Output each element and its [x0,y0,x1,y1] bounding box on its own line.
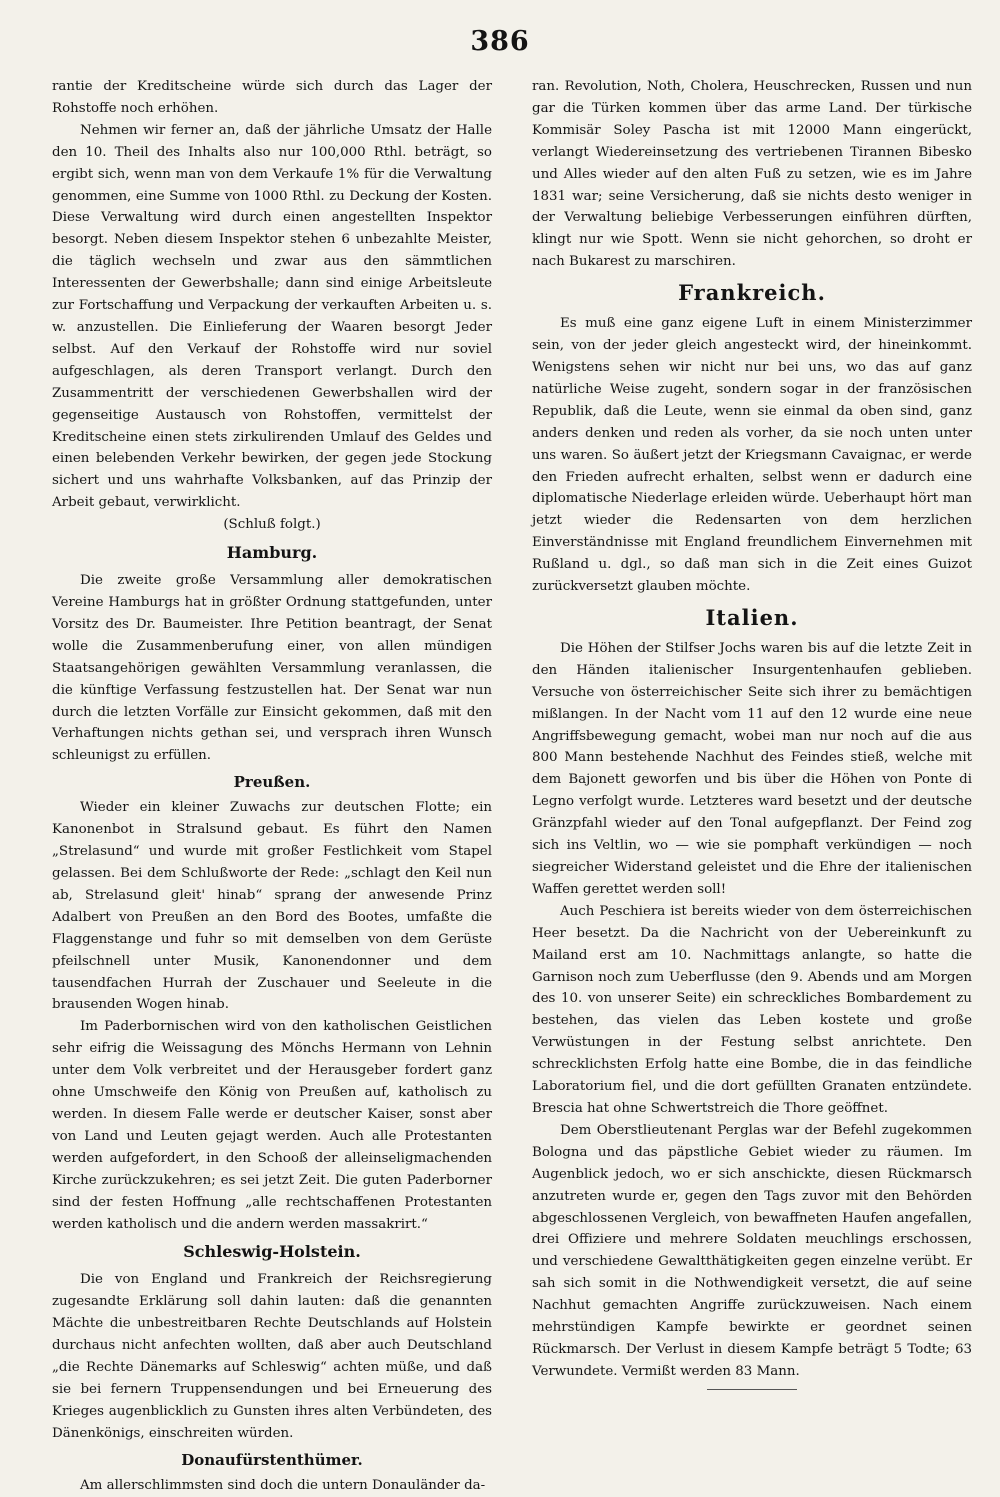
right-column [532,76,972,1497]
paragraph-donaufuerstenthuemer: Am allerschlimmsten sind doch die untern Donauländer da- [80,1477,486,1493]
paragraph-frankreich: Es muß eine ganz eigene Luft in einem Ministerzimmer sein, von der jeder gleich angesteckt wird, der hineinkommt. Wenigstens sehen wir nicht nur bei uns, wo das auf ganz natürliche Weise zugeht, sondern sogar in der französischen Republik, daß die Leute, wenn sie einmal da oben sind, ganz anders denken und reden als vorher, da sie noch unten unter uns waren. So äußert jetzt der Kriegsmann Cavaignac, er werde den Frieden aufrecht erhalten, selbst wenn er dadurch eine diplomatische Niederlage erleiden würde. Ueberhaupt hört man jetzt wieder die Redensarten von dem herzlichen Einverständnisse mit England freundlichem Einvernehmen mit Rußland u. dgl., so daß man sich in die Zeit eines Guizot zurückversetzt glauben möchte. [532,316,972,595]
end-rule [707,1389,797,1390]
paragraph-schleswig-holstein: Die von England und Frankreich der Reichsregierung zugesandte Erklärung soll dahin lauten: daß die genannten Mächte die unbestreitbaren Rechte Deutschlands auf Holstein durchaus nicht anfechten wollten, daß aber auch Deutschland „die Rechte Dänemarks auf Schleswig“ achten müße, und daß sie bei fernern Truppensendungen und bei Erneuerung des Krieges augenblicklich zu Gunsten ihres alten Verbündeten, des Dänenkönigs, einschreiten würden. [52,1272,492,1441]
paragraph-italien-stilfser-joch: Die Höhen der Stilfser Jochs waren bis auf die letzte Zeit in den Händen italienischer Insurgentenhaufen geblieben. Versuche von österreichischer Seite sich ihrer zu bemächtigen mißlangen. In der Nacht vom 11 auf den 12 wurde eine neue Angriffsbewegung gemacht, wobei man nur noch auf die aus 800 Mann bestehende Nachhut des Feindes stieß, welche mit dem Bajonett geworfen und bis über die Höhen von Ponte di Legno verfolgt wurde. Letzteres ward besetzt und der deutsche Gränzpfahl wieder auf den Tonal aufgepflanzt. Der Feind zog sich ins Veltlin, wo — wie sie pomphaft verkündigen — noch siegreicher Widerstand geleistet und die Ehre der italienischen Waffen gerettet werden soll! [532,640,972,897]
paragraph-gewerbshalle: Nehmen wir ferner an, daß der jährliche Umsatz der Halle den 10. Theil des Inhalts also nur 100,000 Rthl. beträgt, so ergibt sich, wenn man von dem Verkaufe 1% für die Verwaltung genommen, eine Summe von 1000 Rthl. zu Deckung der Kosten. Diese Verwaltung wird durch einen angestellten Inspektor besorgt. Neben diesem Inspektor stehen 6 unbezahlte Meister, die täglich wechseln und zwar aus den sämmtlichen Interessenten der Gewerbshalle; dann sind einige Arbeitsleute zur Fortschaffung und Verpackung der verkauften Arbeiten u. s. w. anzustellen. Die Einlieferung der Waaren besorgt Jeder selbst. Auf den Verkauf der Rohstoffe wird nur soviel aufgeschlagen, als deren Transport verlangt. Durch den Zusammentritt der verschiedenen Gewerbshallen wird der gegenseitige Austausch von Rohstoffen, vermittelst der Kreditscheine einen stets zirkulirenden Umlauf des Geldes und einen belebenden Verkehr bewirken, der gegen jede Stockung sichert und uns wahrhafte Volksbanken, auf das Prinzip der Arbeit gebaut, verwirklicht. [52,122,492,511]
page-number: 386 [470,26,530,57]
paragraph-preussen-flotte: Wieder ein kleiner Zuwachs zur deutschen Flotte; ein Kanonenbot in Stralsund gebaut. Es führt den Namen „Strelasund“ und wurde mit großer Festlichkeit vom Stapel gelassen. Bei dem Schlußworte der Rede: „schlagt den Keil nun ab, Strelasund gleit' hinab“ sprang der anwesende Prinz Adalbert von Preußen an den Bord des Bootes, umfaßte die Flaggenstange und fuhr so mit demselben von dem Gerüste pfeilschnell unter Musik, Kanonendonner und dem tausendfachen Hurrah der Zuschauer und Seeleute in die brausenden Wogen hinab. [52,800,492,1013]
paragraph-donau-continued: ran. Revolution, Noth, Cholera, Heuschrecken, Russen und nun gar die Türken kommen über das arme Land. Der türkische Kommisär Soley Pascha ist mit 12000 Mann eingerückt, verlangt Wiedereinsetzung des vertriebenen Tirannen Bibesko und Alles wieder auf den alten Fuß zu setzen, wie es im Jahre 1831 war; seine Versicherung, daß sie nichts desto weniger in der Verwaltung beliebige Verbesserungen einführen dürften, klingt nur wie Spott. Wenn sie nicht gehorchen, so droht er nach Bukarest zu marschiren. [532,79,972,270]
paragraph-preussen-paderborn: Im Paderbornischen wird von den katholischen Geistlichen sehr eifrig die Weissagung des Mönchs Hermann von Lehnin unter dem Volk verbreitet und der Herausgeber fordert ganz ohne Umschweife den König von Preußen auf, katholisch zu werden. In diesem Falle werde er deutscher Kaiser, sonst aber von Land und Leuten gejagt werden. Auch alle Protestanten werden aufgefordert, in den Schooß der alleinseligmachenden Kirche zurückzukehren; es sei jetzt Zeit. Die guten Paderborner sind der festen Hoffnung „alle rechtschaffenen Protestanten werden katholisch und die andern werden massakrirt.“ [52,1019,492,1232]
section-heading-hamburg: Hamburg. [226,543,318,563]
section-heading-donaufuerstenthuemer: Donaufürstenthümer. [181,1450,363,1469]
paragraph-hamburg: Die zweite große Versammlung aller demokratischen Vereine Hamburgs hat in größter Ordnung stattgefunden, unter Vorsitz des Dr. Baumeister. Ihre Petition beantragt, der Senat wolle die Zusammenberufung einer, von allen mündigen Staatsangehörigen gewählten Versammlung veranlassen, die die künftige Verfassung festzustellen hat. Der Senat war nun durch die letzten Vorfälle zur Einsicht gekommen, daß mit den Verhaftungen nichts gethan sei, und versprach ihren Wunsch schleunigst zu erfüllen. [52,573,492,764]
section-heading-schleswig-holstein: Schleswig-Holstein. [183,1242,361,1262]
paragraph-kreditscheine-end: rantie der Kreditscheine würde sich durch das Lager der Rohstoffe noch erhöhen. [52,79,492,116]
paragraph-italien-bologna: Dem Oberstlieutenant Perglas war der Befehl zugekommen Bologna und das päpstliche Gebiet wieder zu räumen. Im Augenblick jedoch, wo er sich anschickte, diesen Rückmarsch anzutreten wurde er, gegen den Tags zuvor mit den Behörden abgeschlossenen Vergleich, von bewaffneten Haufen angefallen, drei Offiziere und mehrere Soldaten meuchlings erschossen, und verschiedene Gewaltthätigkeiten gegen einzelne verübt. Er sah sich somit in die Nothwendigkeit versetzt, die auf seine Nachhut gemachten Angriffe zurückzuweisen. Nach einem mehrstündigen Kampfe bewirkte er geordnet seinen Rückmarsch. Der Verlust in diesem Kampfe beträgt 5 Todte; 63 Verwundete. Vermißt werden 83 Mann. [532,1122,972,1379]
left-column [52,76,492,1497]
text-columns [52,76,972,1497]
section-heading-italien: Italien. [705,604,799,630]
to-be-continued-note: (Schluß folgt.) [223,517,321,533]
section-heading-frankreich: Frankreich. [678,280,826,306]
paragraph-italien-peschiera: Auch Peschiera ist bereits wieder von dem österreichischen Heer besetzt. Da die Nachricht von der Uebereinkunft zu Mailand erst am 10. Nachmittags anlangte, so hatte die Garnison noch zum Ueberflusse (den 9. Abends und am Morgen des 10. von unserer Seite) ein schreckliches Bombardement zu bestehen, das vielen das Leben kostete und große Verwüstungen in der Festung selbst anrichtete. Den schrecklichsten Erfolg hatte eine Bombe, die in das feindliche Laboratorium fiel, und die dort gefüllten Granaten entzündete. Brescia hat ohne Schwertstreich die Thore geöffnet. [532,903,972,1116]
section-heading-preussen: Preußen. [233,773,311,792]
